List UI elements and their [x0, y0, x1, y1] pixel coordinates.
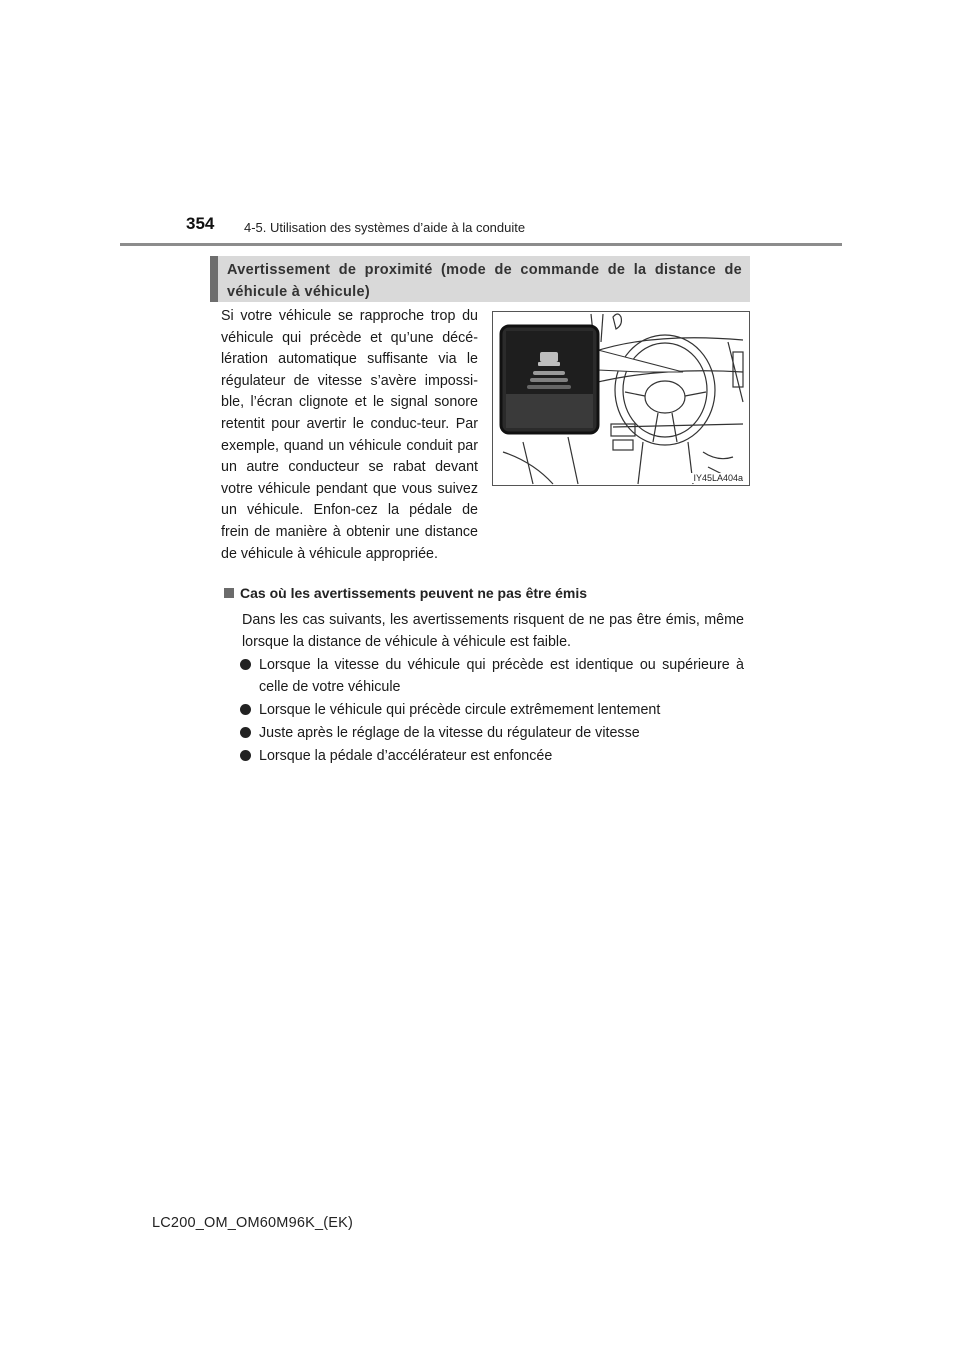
- bullet-icon: [240, 750, 251, 761]
- list-item: [240, 722, 744, 744]
- cases-intro: Dans les cas suivants, les avertissements risquent de ne pas être émis, même lorsque la distance de véhicule à véhicule est faible.: [242, 612, 744, 650]
- list-item: [240, 745, 744, 767]
- cases-title: Cas où les avertissements peuvent ne pas être émis: [240, 585, 588, 601]
- list-item-text: Lorsque la pédale d’accélérateur est enfoncée: [259, 748, 553, 764]
- list-item: [240, 699, 744, 721]
- bullet-icon: [240, 659, 251, 670]
- cases-list: [240, 654, 744, 768]
- page-number: 354: [186, 214, 215, 233]
- bullet-icon: [240, 727, 251, 738]
- heading-text: Avertissement de proximité (mode de commande de la distance de véhicule à véhicule): [227, 262, 742, 300]
- section-title: 4-5. Utilisation des systèmes d’aide à la conduite: [244, 220, 526, 235]
- list-item-text: Lorsque la vitesse du véhicule qui précède est identique ou supérieure à celle de votre véhicule: [259, 657, 744, 695]
- cases-subheading: [224, 585, 587, 601]
- figure-code: IY45LA404a: [693, 473, 743, 483]
- square-bullet-icon: [224, 588, 234, 598]
- footer-code: LC200_OM_OM60M96K_(EK): [152, 1215, 354, 1231]
- dashboard-illustration: [492, 311, 750, 486]
- heading-box: [210, 256, 750, 302]
- bullet-icon: [240, 704, 251, 715]
- list-item-text: Juste après le réglage de la vitesse du régulateur de vitesse: [259, 725, 640, 741]
- header-rule: [120, 243, 842, 246]
- body-paragraph: Si votre véhicule se rapproche trop du véhicule qui précède et qu’une décé-lération automatique suffisante via le régulateur de vitesse s’avère impossi-ble, l’écran clignote et le signal sonore retentit pour avertir le conduc-teur. Par exemple, quand un véhicule conduit par un autre conducteur se rabat devant votre véhicule pendant que vous suivez un véhicule. Enfon-cez la pédale de frein de manière à obtenir une distance de véhicule à véhicule appropriée.: [221, 308, 478, 562]
- list-item-text: Lorsque le véhicule qui précède circule extrêmement lentement: [259, 702, 661, 718]
- list-item: [240, 654, 744, 698]
